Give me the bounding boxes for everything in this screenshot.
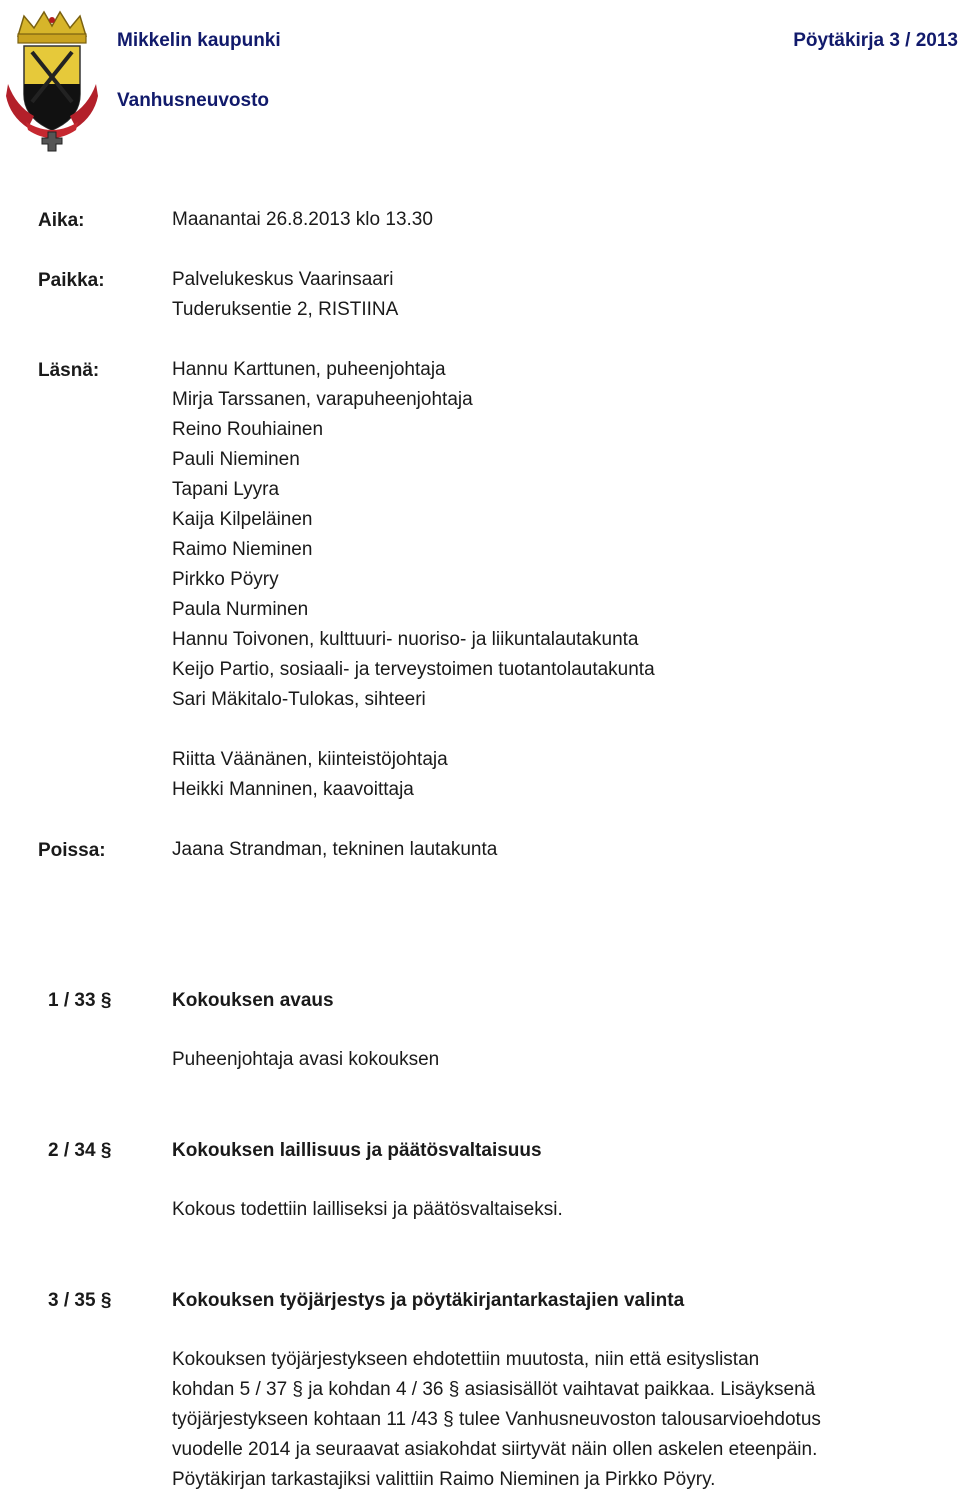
guest-list <box>172 745 448 805</box>
section-line: Puheenjohtaja avasi kokouksen <box>172 1049 440 1070</box>
present-item: Pauli Nieminen <box>172 449 300 470</box>
section-body <box>172 1195 952 1225</box>
section-body <box>172 1045 952 1075</box>
present-list <box>172 355 655 715</box>
section-number: 2 / 34 § <box>48 1140 112 1161</box>
present-item: Mirja Tarssanen, varapuheenjohtaja <box>172 389 473 410</box>
organization-name: Mikkelin kaupunki <box>117 30 281 51</box>
section-title: Kokouksen avaus <box>172 990 334 1011</box>
section-line: Kokous todettiin lailliseksi ja päätösvaltaiseksi. <box>172 1199 563 1220</box>
section-line: Kokouksen työjärjestykseen ehdotettiin muutosta, niin että esityslistan <box>172 1349 760 1370</box>
section-line: Pöytäkirjan tarkastajiksi valittiin Raimo Nieminen ja Pirkko Pöyry. <box>172 1469 716 1490</box>
section-title: Kokouksen laillisuus ja päätösvaltaisuus <box>172 1140 542 1161</box>
section-number: 1 / 33 § <box>48 990 112 1011</box>
present-item: Sari Mäkitalo-Tulokas, sihteeri <box>172 689 426 710</box>
coat-of-arms-icon <box>4 6 100 152</box>
present-item: Raimo Nieminen <box>172 539 313 560</box>
present-item: Reino Rouhiainen <box>172 419 324 440</box>
section-line: kohdan 5 / 37 § ja kohdan 4 / 36 § asiasisällöt vaihtavat paikkaa. Lisäyksenä <box>172 1379 816 1400</box>
guest-item: Heikki Manninen, kaavoittaja <box>172 779 414 800</box>
time-label: Aika: <box>38 210 85 231</box>
document-title: Pöytäkirja 3 / 2013 <box>793 30 958 51</box>
guest-item: Riitta Väänänen, kiinteistöjohtaja <box>172 749 448 770</box>
section-body <box>172 1345 952 1495</box>
section-line: vuodelle 2014 ja seuraavat asiakohdat siirtyvät näin ollen askelen eteenpäin. <box>172 1439 818 1460</box>
absent-label: Poissa: <box>38 840 106 861</box>
place-line: Tuderuksentie 2, RISTIINA <box>172 299 399 320</box>
place-label: Paikka: <box>38 270 105 291</box>
department-name: Vanhusneuvosto <box>117 90 270 111</box>
place-value <box>172 265 398 325</box>
present-item: Tapani Lyyra <box>172 479 280 500</box>
time-value: Maanantai 26.8.2013 klo 13.30 <box>172 209 433 230</box>
present-item: Kaija Kilpeläinen <box>172 509 313 530</box>
present-item: Hannu Toivonen, kulttuuri- nuoriso- ja liikuntalautakunta <box>172 629 639 650</box>
place-line: Palvelukeskus Vaarinsaari <box>172 269 394 290</box>
present-item: Pirkko Pöyry <box>172 569 279 590</box>
present-item: Paula Nurminen <box>172 599 309 620</box>
section-number: 3 / 35 § <box>48 1290 112 1311</box>
present-item: Hannu Karttunen, puheenjohtaja <box>172 359 446 380</box>
section-title: Kokouksen työjärjestys ja pöytäkirjantarkastajien valinta <box>172 1290 685 1311</box>
present-label: Läsnä: <box>38 360 100 381</box>
absent-value: Jaana Strandman, tekninen lautakunta <box>172 839 498 860</box>
present-item: Keijo Partio, sosiaali- ja terveystoimen tuotantolautakunta <box>172 659 655 680</box>
section-line: työjärjestykseen kohtaan 11 /43 § tulee Vanhusneuvoston talousarvioehdotus <box>172 1409 821 1430</box>
